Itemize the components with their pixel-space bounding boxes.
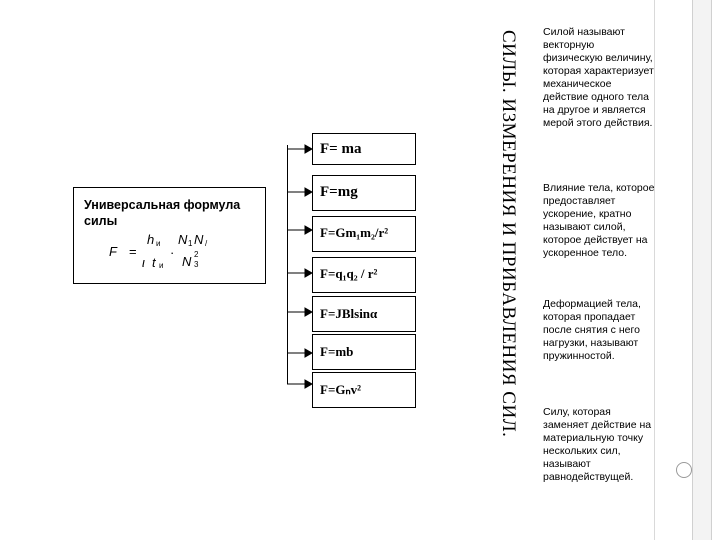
formula-box-coulomb: [312, 257, 416, 293]
definition-force: Силой называют векторную физическую величину, которая характеризует механическое действие одного тела на другое и является мерой этого действия.: [543, 26, 654, 129]
formula-h: h: [147, 232, 155, 247]
slide-title: СИЛЫ. ИЗМЕРЕНИЯ И ПРИБАВЛЕНИЯ СИЛ.: [498, 30, 519, 438]
decorative-circle: [676, 462, 692, 478]
formula-n1: N: [178, 232, 188, 247]
definition-resultant: Силу, которая заменяет действие на материальную точку нескольких сил, называют равнодействущей.: [543, 406, 652, 483]
formula-n3: N: [182, 254, 192, 269]
formula-box-gravitation: [312, 216, 416, 252]
formula-n2: N: [194, 232, 204, 247]
formula-t: t: [152, 255, 156, 270]
slide-frame-bar: [692, 0, 712, 540]
universal-formula-block: [73, 187, 266, 284]
formula-f: F: [109, 244, 117, 259]
formula-u: ι: [142, 255, 145, 270]
formula-gravity: F=mg: [320, 184, 358, 200]
formula-box-mb: [312, 334, 416, 370]
formula-gravitation: F=Gm₁m₂/r²: [320, 225, 389, 240]
formula-n2-sub: /: [205, 239, 208, 248]
formula-n3-sup: 2: [194, 250, 199, 259]
formula-box-ampere: [312, 296, 416, 332]
formula-n3-sub: 3: [194, 260, 199, 269]
definition-acceleration: Влияние тела, которое предоставляет ускорение, кратно называют силой, которое действует на ускоренное тело.: [543, 182, 655, 259]
formula-mb: F=mb: [320, 344, 354, 359]
formula-coulomb: F=q₁q₂ / r²: [320, 266, 378, 281]
formula-n1-sub: 1: [188, 239, 193, 248]
formula-box-gnv: [312, 372, 416, 408]
formula-dot: ·: [170, 245, 175, 260]
formula-gnv: F=Gₙv²: [320, 382, 362, 397]
formula-equals: =: [129, 244, 137, 259]
formula-box-newton: [312, 133, 416, 165]
universal-formula-title: Универсальная формула силы: [84, 198, 241, 228]
definition-elasticity: Деформацией тела, которая пропадает после снятия с него нагрузки, называют пружинностой.: [543, 298, 641, 362]
formula-h-sub: и: [156, 239, 161, 248]
formula-t-sub: и: [159, 261, 164, 270]
formula-newton: F= ma: [320, 141, 362, 157]
formula-box-gravity: [312, 175, 416, 211]
connector-arrows: [287, 138, 313, 392]
slide-title-area: [497, 30, 545, 470]
formula-ampere: F=JBlsinα: [320, 306, 378, 321]
